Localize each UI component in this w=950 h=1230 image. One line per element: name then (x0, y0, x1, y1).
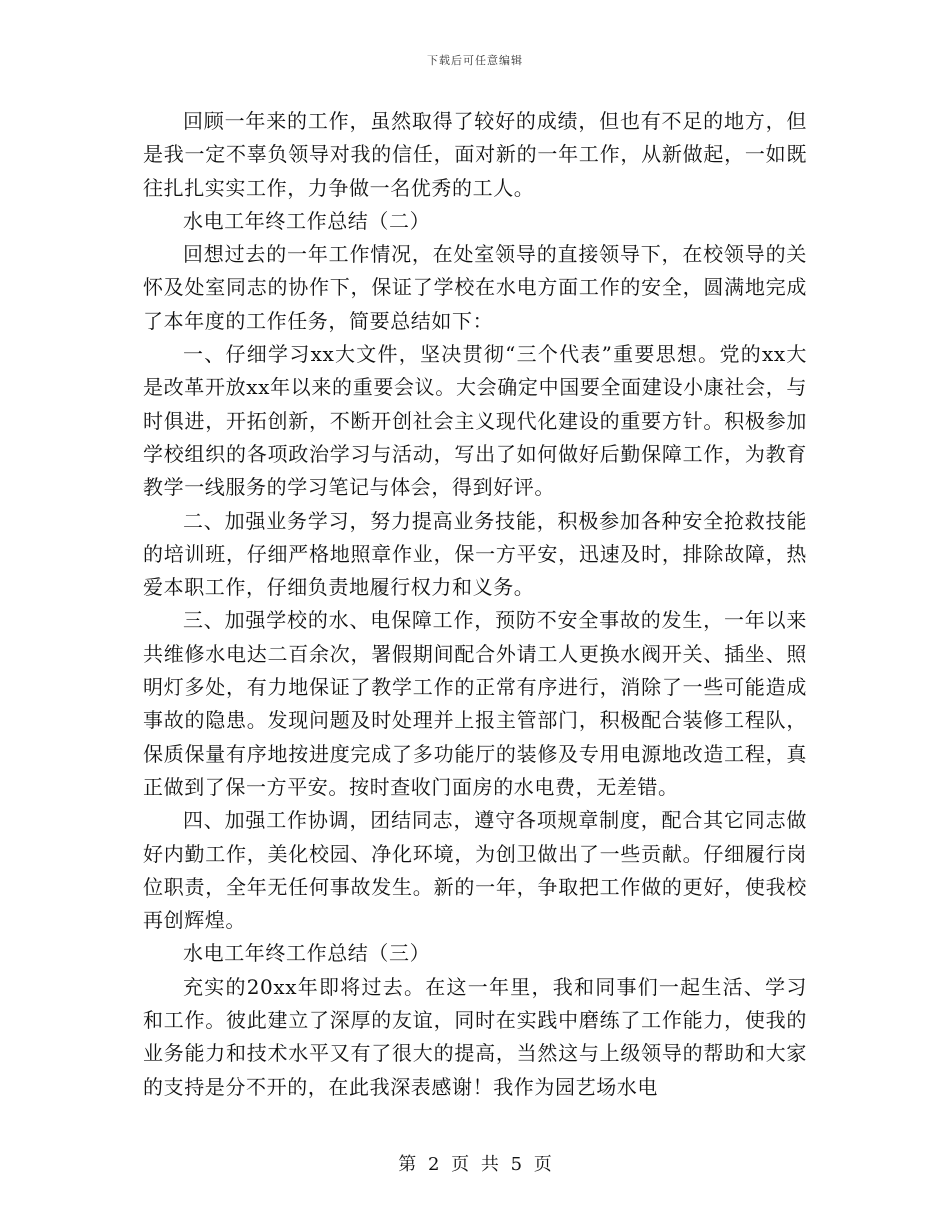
paragraph: 回顾一年来的工作，虽然取得了较好的成绩，但也有不足的地方，但是我一定不辜负领导对我的信任，面对新的一年工作，从新做起，一如既往扎扎实实工作，力争做一名优秀的工人。 (143, 109, 807, 200)
section-heading: 水电工年终工作总结（三） (183, 941, 431, 966)
section-heading: 水电工年终工作总结（二） (183, 208, 431, 233)
document-body (143, 105, 807, 1104)
paragraph: 一、仔细学习xx大文件，坚决贯彻“三个代表”重要思想。党的xx大是改革开放xx年以来的重要会议。大会确定中国要全面建设小康社会，与时俱进，开拓创新，不断开创社会主义现代化建设的重要方针。积极参加学校组织的各项政治学习与活动，写出了如何做好后勤保障工作，为教育教学一线服务的学习笔记与体会，得到好评。 (143, 342, 807, 500)
paragraph: 四、加强工作协调，团结同志，遵守各项规章制度，配合其它同志做好内勤工作，美化校园、净化环境，为创卫做出了一些贡献。仔细履行岗位职责，全年无任何事故发生。新的一年，争取把工作做的更好，使我校再创辉煌。 (143, 808, 807, 933)
paragraph: 回想过去的一年工作情况，在处室领导的直接领导下，在校领导的关怀及处室同志的协作下，保证了学校在水电方面工作的安全，圆满地完成了本年度的工作任务，简要总结如下： (143, 242, 807, 333)
page-header-note: 下载后可任意编辑 (427, 54, 523, 67)
paragraph: 三、加强学校的水、电保障工作，预防不安全事故的发生，一年以来共维修水电达二百余次，署假期间配合外请工人更换水阀开关、插坐、照明灯多处，有力地保证了教学工作的正常有序进行，消除了一些可能造成事故的隐患。发现问题及时处理并上报主管部门，积极配合装修工程队，保质保量有序地按进度完成了多功能厅的装修及专用电源地改造工程，真正做到了保一方平安。按时查收门面房的水电费，无差错。 (143, 608, 807, 799)
page-number-footer: 第 2 页 共 5 页 (398, 1154, 552, 1175)
paragraph: 充实的20xx年即将过去。在这一年里，我和同事们一起生活、学习和工作。彼此建立了深厚的友谊，同时在实践中磨练了工作能力，使我的业务能力和技术水平又有了很大的提高，当然这与上级领导的帮助和大家的支持是分不开的，在此我深表感谢！我作为园艺场水电 (143, 974, 807, 1099)
paragraph: 二、加强业务学习，努力提高业务技能，积极参加各种安全抢救技能的培训班，仔细严格地照章作业，保一方平安，迅速及时，排除故障，热爱本职工作，仔细负责地履行权力和义务。 (143, 508, 807, 600)
